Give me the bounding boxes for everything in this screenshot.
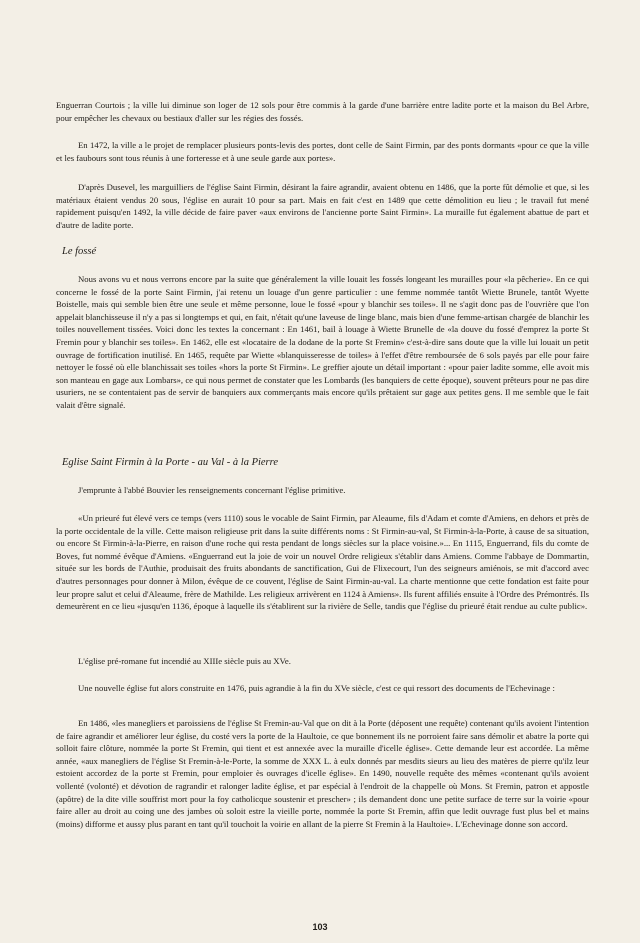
paragraph-6-block [56,512,589,613]
paragraph-6: «Un prieuré fut élevé vers ce temps (vers 1110) sous le vocable de Saint Firmin, par Aleaume, fils d'Adam et comte d'Amiens, en dehors et près de la porte occidentale de la ville. Cette maison religieuse prit dans la suite différents noms : St Firmin-au-val, St Firmin-à-la-Porte, à cause de sa situation, ou encore St Firmin-à-la-Pierre, en raison d'une roche qui resta pendant de longs siècles sur la place voisine.»... En 1115, Enguerrand, fils du comte de Boves, fut nommé évêque d'Amiens. «Enguerrand eut la joie de voir un nouvel Ordre religieux s'établir dans Amiens. Comme l'abbaye de Dommartin, située sur les bords de l'Authie, produisait des fruits abondants de sanctification, Gui de Flixecourt, l'un des seigneurs amiénois, se mit d'accord avec d'autres personnages pour donner à Milon, évêque de ce couvent, l'église de Saint Firmin-au-val. La charte mentionne que cette fondation est faite pour leur propre salut et celui d'Aleaume, frère de Mathilde. Les religieux arrivèrent en 1124 à Amiens». Ils furent affiliés ensuite à l'Ordre des Prémontrés. Ils demeurèrent en ce lieu «jusqu'en 1136, époque à laquelle ils s'établirent sur la rivière de Selle, tandis que l'église du prieuré était rendue au culte public». [56,513,589,612]
paragraph-7-block [56,655,589,668]
paragraph-8: Une nouvelle église fut alors construite en 1476, puis agrandie à la fin du XVe siècle, c'est ce qui ressort des documents de l'Echevinage : [78,683,555,693]
paragraph-2-block [56,139,589,164]
section-heading-le-fosse: Le fossé [62,246,97,257]
paragraph-5: J'emprunte à l'abbé Bouvier les renseignements concernant l'église primitive. [78,485,346,495]
paragraph-5-block [56,484,589,497]
paragraph-3-block [56,181,589,231]
paragraph-8-block [56,682,589,695]
paragraph-9: En 1486, «les manegliers et paroissiens de l'église St Fremin-au-Val que on dit à la Porte (déposent une requête) contenant qu'ils avoient l'intention de faire agrandir et améliorer leur église, du costé vers la porte de la Haultoie, ce que bonnement ils ne porroient faire sans démolir et abatre la porte qui solloit faire clôture, nommée la porte St Fremin, qui tient et est annexée avec la muraille d'icelle église». Cette demande leur est accordée. La même année, «aux manegliers de l'église St Fremin-à-le-Porte, la somme de XXX L. à eulx donnés par mesdits sieurs au lieu des matères de pierre qu'ilz leur estoient accordez de la porte st Fremin, pour emploier ès ouvrages d'icelle église». En 1490, nouvelle requête des mêmes «contenant qu'ils avoient vollenté (volonté) et dévotion de ragrandir et ralonger ladite église, et par espécial à l'endroit de la chappelle où Mons. St Fremin, patron et appostle (apôtre) de la dite ville souffrist mort pour la foy catholicque soustenir et prescher» ; ils demandent donc une petite surface de terre sur la voirie «pour faire aller au droit au coing une des jambes où soloit estre la vieille porte, nommée la porte St Fremin, affin que ledit ouvrage fust plus bel et mains (moins) difforme et aussy plus parant en tant qu'il touchoit la voirie en allant de la pierre St Fremin à la Haultoie». L'Echevinage donne son accord. [56,718,589,829]
paragraph-9-block [56,717,589,830]
paragraph-4: Nous avons vu et nous verrons encore par la suite que généralement la ville louait les fossés longeant les murailles pour «la pêcherie». En ce qui concerne le fossé de la porte Saint Firmin, j'ai retenu un louage d'un genre particulier : une femme nommée tantôt Wiette Brunele, tantôt Wyette Boistelle, mais qui semble bien être une seule et même personne, loue le fossé «pour y blanchir ses toiles». Il ne s'agit donc pas de l'ouvrière que l'on appelait blanchisseuse il n'y a pas si longtemps et qui, en fait, n'était qu'une laveuse de linge blanc, mais bien d'une femme-artisan chargée de blanchir les toiles nouvellement tissées. Voici donc les textes la concernant : En 1461, bail à louage à Wiette Brunelle de «la douve du fossé d'emprez la porte St Fremin pour y blanchir ses toiles». En 1462, elle est «locataire de la dodane de la porte St Fremin» c'est-à-dire sans doute que la ville lui louait un petit ouvrage de fortification inutilisé. En 1465, requête par Wiette «blanquisseresse de toiles» à l'effet d'être remboursée de 6 sols payés par elle pour faire nettoyer le fossé où elle blanchissait ses toiles «hors la porte St Firmin». Le greffier ajoute un détail important : «pour paier ladite somme, elle avoit mis son manteau en gage aux Lombars», ce qui nous permet de constater que les Lombards (les banquiers de cette époque), souvent prêteurs pour ne pas dire usuriers, ne se contentaient pas de servir de banquiers aux commerçants mais encore qu'ils prêtaient sur gage aux petites gens. Il me semble que le fait valait d'être signalé. [56,274,589,410]
paragraph-1-block [56,99,589,124]
paragraph-7: L'église pré-romane fut incendié au XIIIe siècle puis au XVe. [78,656,291,666]
paragraph-1: Enguerran Courtois ; la ville lui diminue son loger de 12 sols pour être commis à la garde d'une barrière entre ladite porte et la maison du Bel Arbre, pour empêcher les chevaux ou bestiaux d'aller sur les régies des fossés. [56,100,589,123]
paragraph-4-block [56,273,589,412]
paragraph-3: D'après Dusevel, les marguilliers de l'église Saint Firmin, désirant la faire agrandir, avaient obtenu en 1486, que la porte fût démolie et que, si les matériaux étaient vendus 20 sous, l'église en aurait 10 pour sa part. Mais en fait c'est en 1489 que cette démolition eu lieu ; le travail fut mené rapidement puisqu'en 1492, la ville décide de faire paver «aux environs de l'ancienne porte Saint Firmin». La muraille fut également abattue de part et d'autre de ladite porte. [56,182,589,230]
section-heading-eglise: Eglise Saint Firmin à la Porte - au Val - à la Pierre [62,457,279,468]
page-number: 103 [312,922,328,932]
paragraph-2: En 1472, la ville a le projet de remplacer plusieurs ponts-levis des portes, dont celle de Saint Firmin, par des ponts dormants «pour ce que la ville et les faubours sont tous réunis à une forteresse et à une seule garde aux portes». [56,140,589,163]
